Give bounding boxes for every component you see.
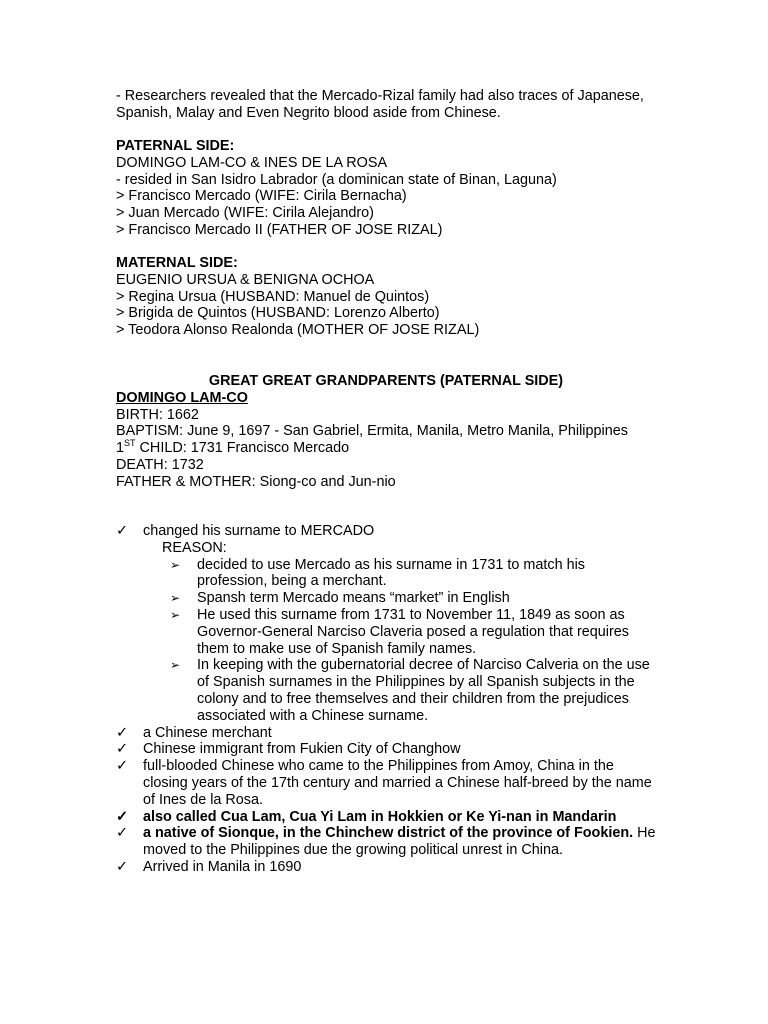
paternal-line: > Francisco Mercado (WIFE: Cirila Bernacha) — [116, 188, 407, 205]
list-item-text: Arrived in Manila in 1690 — [143, 858, 302, 875]
reason-text: decided to use Mercado as his surname in 1731 to match his profession, being a merchant. — [197, 556, 585, 590]
paternal-line: > Francisco Mercado II (FATHER OF JOSE RIZAL) — [116, 221, 443, 238]
paternal-line: - resided in San Isidro Labrador (a dominican state of Binan, Laguna) — [116, 171, 557, 188]
reason-text: In keeping with the gubernatorial decree of Narciso Calveria on the use of Spanish surnames in the Philippines by all Spanish subjects in the colony and to free themselves and their children from the prejudices associated with a Chinese surname. — [197, 657, 650, 724]
child-text: CHILD: 1731 Francisco Mercado — [135, 440, 350, 457]
list-item — [116, 809, 656, 826]
paternal-line: > Juan Mercado (WIFE: Cirila Alejandro) — [116, 205, 374, 222]
list-item-text: He moved to the Philippines due the growing political unrest in China. — [143, 825, 656, 859]
reason-text: He used this surname from 1731 to November 11, 1849 as soon as Governor-General Narciso Claveria posed a regulation that requires them to make use of Spanish family names. — [197, 606, 629, 657]
person-name: DOMINGO LAM-CO — [116, 389, 248, 406]
paternal-heading: PATERNAL SIDE: — [116, 138, 235, 154]
intro-paragraph — [116, 88, 656, 122]
death-line: DEATH: 1732 — [116, 456, 204, 473]
checkmark-icon: ✓ — [116, 724, 129, 741]
facts-list — [116, 523, 656, 876]
intro-text: - Researchers revealed that the Mercado-Rizal family had also traces of Japanese, Spanish, Malay and Even Negrito blood aside from Chinese. — [116, 88, 644, 121]
list-item — [116, 758, 656, 808]
parents-line: FATHER & MOTHER: Siong-co and Jun-nio — [116, 473, 396, 490]
maternal-line: > Teodora Alonso Realonda (MOTHER OF JOSE RIZAL) — [116, 322, 480, 339]
arrow-bullet-icon: ➢ — [170, 557, 181, 572]
maternal-line: EUGENIO URSUA & BENIGNA OCHOA — [116, 271, 375, 288]
list-item — [116, 859, 656, 876]
arrow-bullet-icon: ➢ — [170, 658, 181, 673]
maternal-heading: MATERNAL SIDE: — [116, 255, 238, 271]
baptism-line: BAPTISM: June 9, 1697 - San Gabriel, Ermita, Manila, Metro Manila, Philippines — [116, 423, 628, 440]
great-grandparents-section — [116, 373, 656, 491]
arrow-bullet-icon: ➢ — [170, 607, 181, 622]
maternal-side-section — [116, 255, 656, 339]
child-ordinal: 1 — [116, 440, 125, 457]
checkmark-icon: ✓ — [116, 758, 129, 775]
list-item — [116, 725, 656, 742]
section-title: GREAT GREAT GRANDPARENTS (PATERNAL SIDE) — [208, 373, 564, 389]
birth-line: BIRTH: 1662 — [116, 406, 199, 423]
list-item-text: full-blooded Chinese who came to the Philippines from Amoy, China in the closing years of the 17th century and married a Chinese half-breed by the name of Ines de la Rosa. — [143, 758, 652, 808]
reason-item — [116, 657, 656, 724]
list-item-text: a Chinese merchant — [143, 724, 272, 741]
list-item-bold-text: a native of Sionque, in the Chinchew district of the province of Fookien. — [143, 825, 634, 842]
checkmark-icon: ✓ — [116, 523, 129, 539]
list-item — [116, 741, 656, 758]
reason-item — [116, 557, 656, 591]
checkmark-icon: ✓ — [116, 741, 129, 758]
reason-item — [116, 607, 656, 657]
list-item-text: also called Cua Lam, Cua Yi Lam in Hokkien or Ke Yi-nan in Mandarin — [143, 808, 617, 825]
list-item — [116, 523, 656, 540]
child-ordinal-suffix: ST — [124, 438, 136, 449]
first-child-line — [116, 440, 656, 457]
list-item-text: changed his surname to MERCADO — [143, 523, 375, 539]
arrow-bullet-icon: ➢ — [170, 591, 181, 606]
reason-item — [116, 590, 656, 607]
checkmark-icon: ✓ — [116, 858, 129, 875]
reason-text: Spansh term Mercado means “market” in English — [197, 590, 510, 607]
reason-label: REASON: — [162, 539, 227, 556]
list-item — [116, 825, 656, 859]
reason-label-row — [116, 540, 656, 557]
paternal-line: DOMINGO LAM-CO & INES DE LA ROSA — [116, 154, 388, 171]
list-item-text: Chinese immigrant from Fukien City of Changhow — [143, 741, 461, 758]
maternal-line: > Brigida de Quintos (HUSBAND: Lorenzo Alberto) — [116, 305, 440, 322]
paternal-side-section — [116, 138, 656, 239]
maternal-line: > Regina Ursua (HUSBAND: Manuel de Quintos) — [116, 288, 430, 305]
checkmark-icon: ✓ — [116, 825, 129, 842]
checkmark-icon: ✓ — [116, 808, 129, 825]
